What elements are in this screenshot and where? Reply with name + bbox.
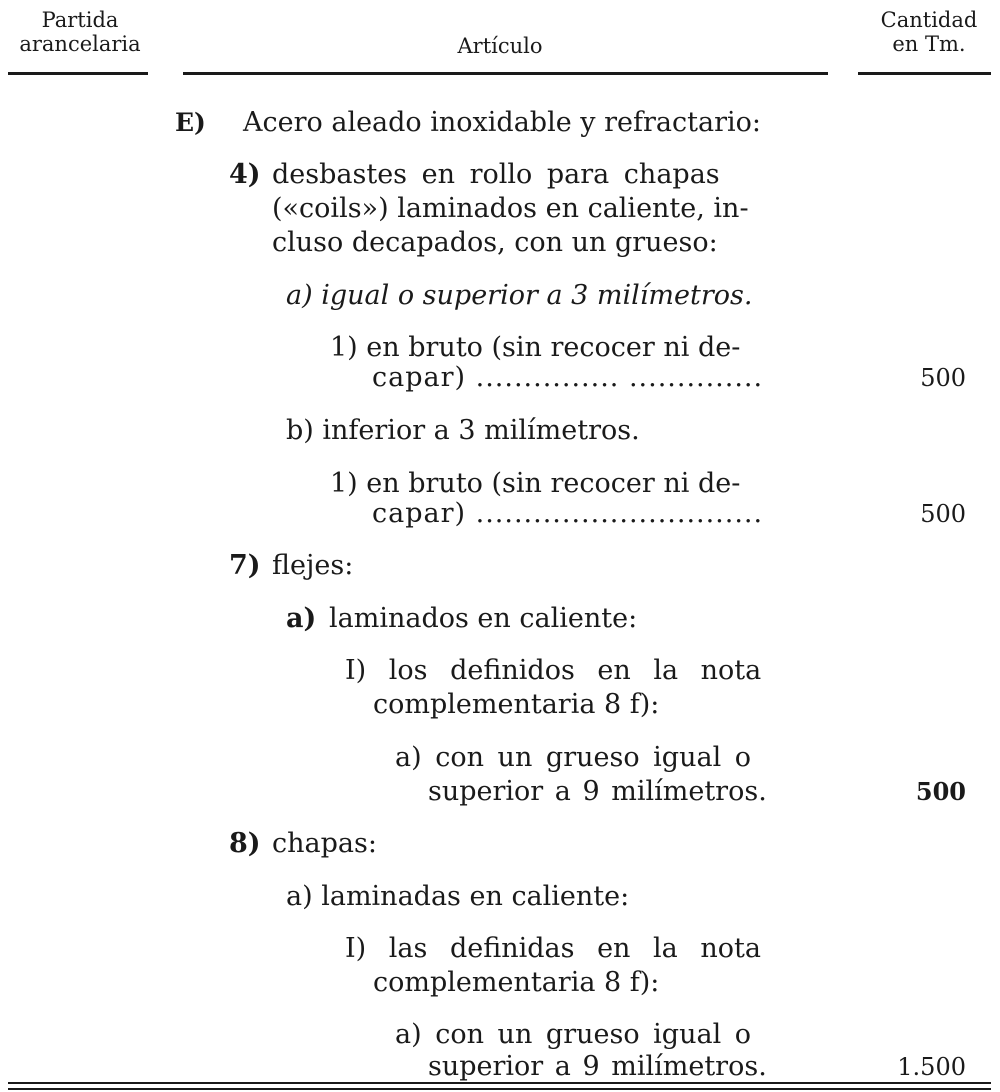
item-7-title: flejes: — [272, 550, 354, 581]
item-7-marker: 7) — [229, 550, 261, 581]
section-e-title: Acero aleado inoxidable y refractario: — [243, 107, 761, 138]
item-4b1-quantity: 500 — [920, 500, 966, 528]
item-7aIa-quantity: 500 — [915, 777, 966, 806]
item-4b: b) inferior a 3 milímetros. — [286, 415, 640, 446]
item-8-marker: 8) — [229, 828, 261, 859]
item-8-title: chapas: — [272, 828, 377, 859]
item-7a-title: laminados en caliente: — [329, 603, 638, 634]
item-4b1-line1: 1) en bruto (sin recocer ni de- — [330, 468, 741, 499]
section-e-marker: E) — [175, 108, 206, 137]
header-partida-line1: Partida — [41, 8, 119, 32]
item-4a1-line2: capar) ............... .............. — [372, 362, 764, 393]
item-4-line3: cluso decapados, con un grueso: — [272, 227, 718, 258]
header-rule-cantidad — [858, 72, 991, 75]
footer-rule-bottom — [8, 1088, 991, 1090]
item-4a1-line1: 1) en bruto (sin recocer ni de- — [330, 332, 741, 363]
item-8aIa-line2: superior a 9 milímetros. — [428, 1051, 767, 1082]
item-8aI-line2: complementaria 8 f): — [373, 967, 660, 998]
item-4a1-quantity: 500 — [920, 364, 966, 392]
header-cantidad-line1: Cantidad — [880, 8, 978, 32]
item-8aI-line1: I) las definidas en la nota — [345, 933, 761, 964]
header-rule-partida — [8, 72, 148, 75]
header-cantidad-line2: en Tm. — [892, 32, 966, 56]
item-7aIa-line1: a) con un grueso igual o — [395, 742, 752, 773]
item-4b1-line2: capar) .............................. — [372, 498, 764, 529]
header-cantidad — [858, 8, 1000, 56]
item-8a: a) laminadas en caliente: — [286, 881, 630, 912]
item-8aIa-quantity: 1.500 — [897, 1053, 966, 1081]
item-4a: a) igual o superior a 3 milímetros. — [286, 280, 753, 311]
header-rule-articulo — [183, 72, 828, 75]
item-7aI-line2: complementaria 8 f): — [373, 689, 660, 720]
item-4-line2: («coils») laminados en caliente, in- — [272, 193, 749, 224]
header-partida-line2: arancelaria — [19, 32, 141, 56]
item-7aIa-line2: superior a 9 milímetros. — [428, 776, 767, 807]
item-7a-marker: a) — [286, 603, 317, 634]
item-4-marker: 4) — [229, 159, 261, 190]
header-partida — [0, 8, 160, 56]
footer-rule-top — [8, 1082, 991, 1084]
header-articulo: Artículo — [457, 34, 543, 58]
item-4-line1: desbastes en rollo para chapas — [272, 159, 720, 190]
item-8aIa-line1: a) con un grueso igual o — [395, 1019, 752, 1050]
item-7aI-line1: I) los definidos en la nota — [345, 655, 762, 686]
